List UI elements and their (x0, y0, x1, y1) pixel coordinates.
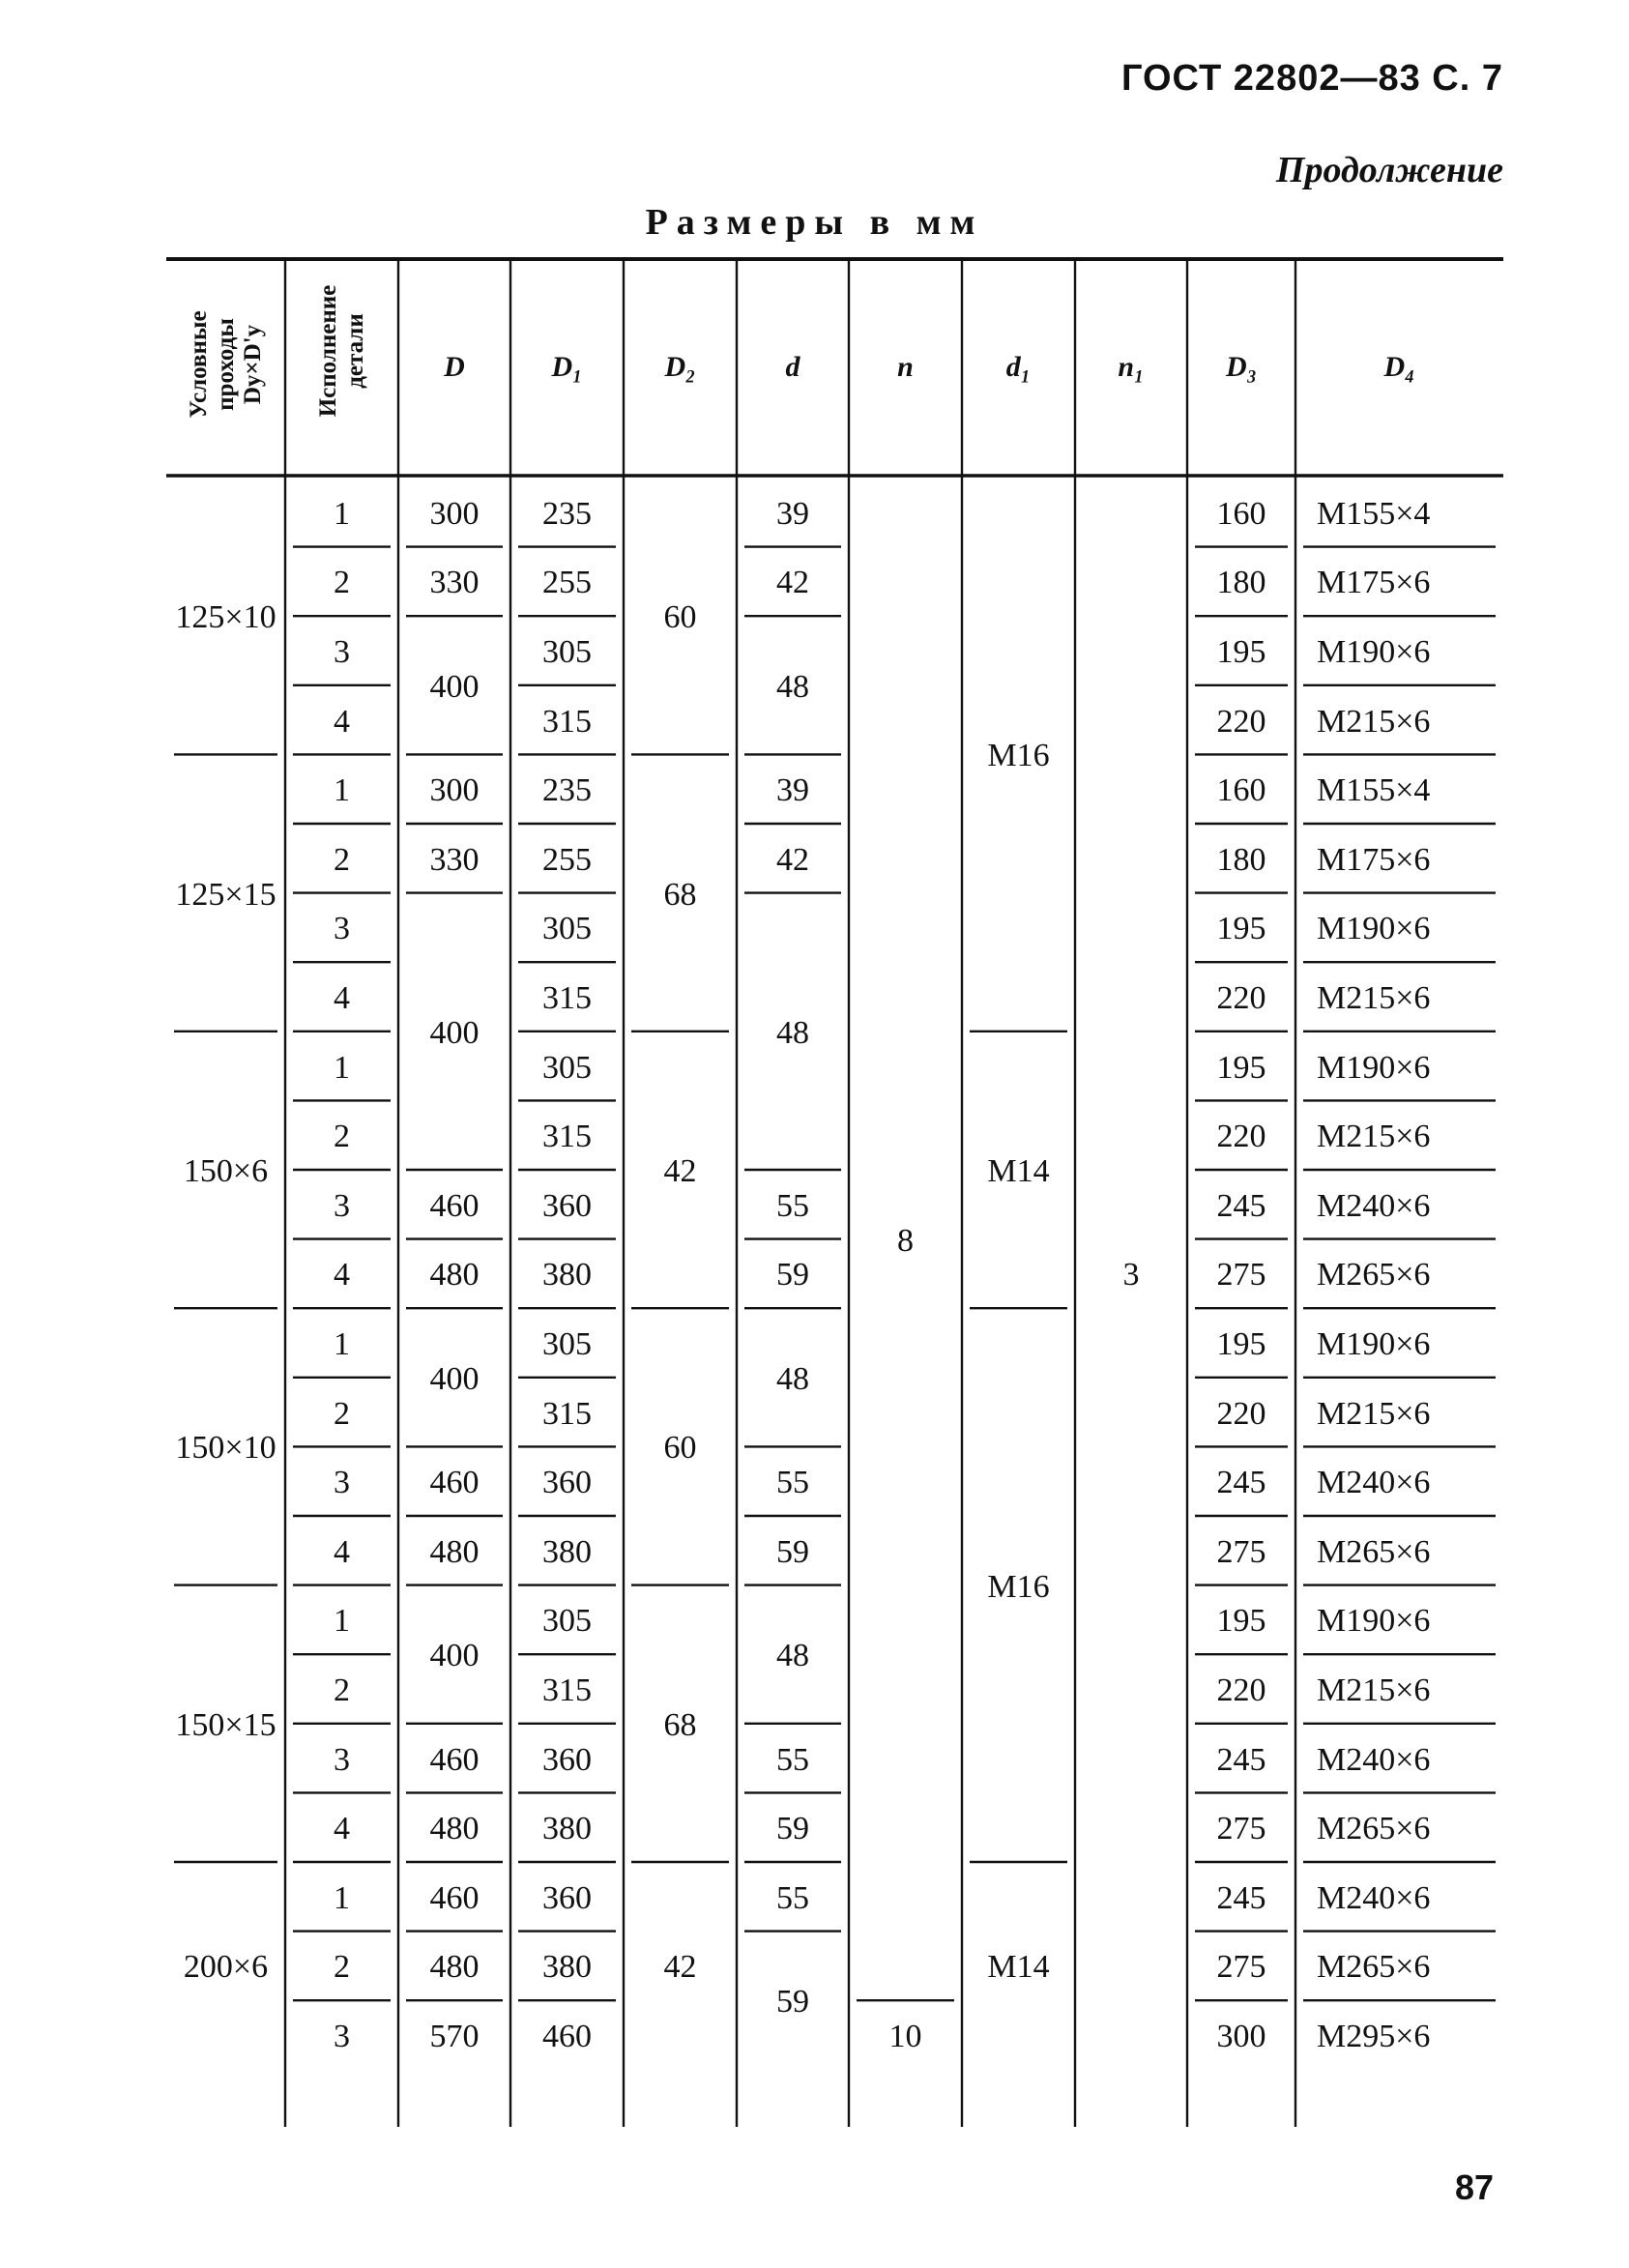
document-code: ГОСТ 22802—83 С. 7 (1120, 58, 1503, 99)
cell-D3: 220 (1216, 703, 1266, 740)
cell-version: 4 (334, 1811, 350, 1847)
cell-version: 2 (334, 1949, 350, 1986)
header-n1: n₁ (1118, 351, 1145, 383)
continuation-label: Продолжение (1275, 150, 1503, 190)
cell-d: 55 (776, 1879, 809, 1916)
cell-D2: 42 (663, 1949, 697, 1986)
cell-D2: 68 (663, 1706, 697, 1743)
cell-D: 570 (429, 2019, 480, 2054)
cell-version: 1 (334, 1879, 350, 1916)
cell-D1: 255 (542, 565, 592, 601)
cell-D: 480 (429, 1533, 480, 1570)
cell-D3: 195 (1216, 1326, 1266, 1362)
cell-version: 4 (334, 1533, 350, 1570)
cell-D: 330 (429, 565, 480, 601)
cell-n1: 3 (1122, 1257, 1140, 1294)
cell-D1: 460 (542, 2019, 592, 2054)
cell-D: 400 (429, 1638, 480, 1674)
cell-D1: 305 (542, 634, 592, 670)
cell-D: 300 (429, 495, 480, 532)
units-caption: Размеры в мм (645, 202, 984, 243)
cell-D4: M215×6 (1317, 980, 1431, 1016)
cell-d: 48 (776, 1014, 809, 1051)
cell-passage: 150×6 (183, 1153, 269, 1189)
cell-D: 400 (429, 668, 480, 705)
cell-D3: 220 (1216, 1395, 1266, 1432)
cell-version: 3 (334, 911, 350, 947)
cell-version: 1 (334, 1049, 350, 1086)
cell-D1: 315 (542, 1672, 592, 1708)
cell-D2: 60 (663, 1430, 697, 1467)
cell-d: 48 (776, 1360, 809, 1397)
cell-D1: 305 (542, 1326, 592, 1362)
cell-passage: 150×10 (175, 1430, 276, 1467)
cell-D1: 305 (542, 1603, 592, 1640)
cell-D3: 220 (1216, 1119, 1266, 1155)
cell-d: 48 (776, 1638, 809, 1674)
cell-version: 2 (334, 1119, 350, 1155)
cell-d1: M14 (987, 1949, 1050, 1986)
cell-D1: 235 (542, 772, 592, 809)
cell-D4: M190×6 (1317, 1326, 1431, 1362)
cell-d: 59 (776, 1984, 809, 2021)
header-version: Исполнение детали (314, 284, 368, 418)
cell-D: 480 (429, 1949, 480, 1986)
cell-D4: M240×6 (1317, 1879, 1431, 1916)
header-passage: Условные проходы Dу×D'у (185, 310, 266, 419)
cell-d: 59 (776, 1533, 809, 1570)
header-D: D (444, 351, 465, 383)
header-D4: D₄ (1383, 351, 1415, 383)
cell-d1: M14 (987, 1153, 1050, 1189)
cell-D1: 235 (542, 495, 592, 532)
cell-D3: 180 (1216, 841, 1266, 878)
cell-version: 4 (334, 980, 350, 1016)
cell-D4: M215×6 (1317, 1119, 1431, 1155)
cell-version: 2 (334, 841, 350, 878)
cell-D4: M265×6 (1317, 1811, 1431, 1847)
cell-D4: M215×6 (1317, 1672, 1431, 1708)
header-d: d (785, 351, 800, 383)
cell-passage: 150×15 (175, 1706, 276, 1743)
cell-d1: M16 (987, 1568, 1050, 1605)
cell-D3: 160 (1216, 772, 1266, 809)
cell-version: 4 (334, 1257, 350, 1294)
cell-D4: M215×6 (1317, 1395, 1431, 1432)
cell-D4: M295×6 (1317, 2019, 1431, 2054)
cell-D3: 195 (1216, 634, 1266, 670)
cell-D2: 68 (663, 876, 697, 913)
cell-D3: 245 (1216, 1465, 1266, 1501)
cell-D4: M190×6 (1317, 911, 1431, 947)
cell-D3: 195 (1216, 911, 1266, 947)
cell-D4: M240×6 (1317, 1741, 1431, 1778)
cell-D4: M175×6 (1317, 565, 1431, 601)
cell-D1: 305 (542, 911, 592, 947)
cell-D4: M240×6 (1317, 1187, 1431, 1224)
cell-passage: 125×15 (175, 876, 276, 913)
cell-version: 1 (334, 495, 350, 532)
cell-passage: 125×10 (175, 599, 276, 636)
cell-D3: 220 (1216, 1672, 1266, 1708)
cell-d: 55 (776, 1741, 809, 1778)
cell-D1: 380 (542, 1811, 592, 1847)
cell-d: 42 (776, 841, 809, 878)
header-D2: D₂ (664, 351, 696, 383)
header-D3: D₃ (1225, 351, 1258, 383)
cell-d: 55 (776, 1187, 809, 1224)
cell-version: 1 (334, 1326, 350, 1362)
cell-D1: 380 (542, 1949, 592, 1986)
header-n: n (897, 351, 914, 383)
cell-passage: 200×6 (183, 1949, 269, 1986)
cell-D3: 275 (1216, 1257, 1266, 1294)
cell-d: 55 (776, 1465, 809, 1501)
cell-D3: 160 (1216, 495, 1266, 532)
cell-D4: M265×6 (1317, 1533, 1431, 1570)
cell-D1: 360 (542, 1187, 592, 1224)
cell-D1: 315 (542, 703, 592, 740)
cell-d: 48 (776, 668, 809, 705)
cell-D3: 275 (1216, 1811, 1266, 1847)
cell-D3: 220 (1216, 980, 1266, 1016)
cell-version: 1 (334, 772, 350, 809)
cell-D: 400 (429, 1014, 480, 1051)
cell-D4: M215×6 (1317, 703, 1431, 740)
cell-D1: 380 (542, 1257, 592, 1294)
cell-D1: 360 (542, 1741, 592, 1778)
cell-D4: M190×6 (1317, 634, 1431, 670)
cell-d: 39 (776, 495, 809, 532)
cell-D: 460 (429, 1187, 480, 1224)
cell-D3: 180 (1216, 565, 1266, 601)
cell-D4: M265×6 (1317, 1949, 1431, 1986)
cell-version: 2 (334, 565, 350, 601)
cell-D1: 360 (542, 1879, 592, 1916)
cell-D4: M190×6 (1317, 1049, 1431, 1086)
page-number: 87 (1454, 2167, 1494, 2207)
cell-D: 480 (429, 1257, 480, 1294)
cell-version: 2 (334, 1395, 350, 1432)
cell-version: 3 (334, 634, 350, 670)
header-d1: d₁ (1005, 351, 1032, 383)
cell-D3: 245 (1216, 1741, 1266, 1778)
cell-D1: 305 (542, 1049, 592, 1086)
cell-n: 8 (897, 1222, 914, 1259)
cell-D1: 315 (542, 980, 592, 1016)
cell-D3: 245 (1216, 1879, 1266, 1916)
cell-D4: M265×6 (1317, 1257, 1431, 1294)
cell-version: 4 (334, 703, 350, 740)
cell-D: 460 (429, 1465, 480, 1501)
cell-D1: 315 (542, 1395, 592, 1432)
cell-D3: 300 (1216, 2019, 1266, 2054)
cell-D3: 195 (1216, 1049, 1266, 1086)
cell-D3: 195 (1216, 1603, 1266, 1640)
cell-D4: M240×6 (1317, 1465, 1431, 1501)
cell-version: 3 (334, 1465, 350, 1501)
cell-D: 460 (429, 1879, 480, 1916)
cell-D1: 360 (542, 1465, 592, 1501)
cell-d: 39 (776, 772, 809, 809)
cell-D3: 245 (1216, 1187, 1266, 1224)
cell-D4: M155×4 (1317, 772, 1431, 809)
header-D1: D₁ (551, 351, 583, 383)
cell-d: 42 (776, 565, 809, 601)
cell-d: 59 (776, 1257, 809, 1294)
cell-n: 10 (888, 2019, 922, 2054)
cell-version: 2 (334, 1672, 350, 1708)
cell-D1: 380 (542, 1533, 592, 1570)
cell-D3: 275 (1216, 1949, 1266, 1986)
cell-D: 460 (429, 1741, 480, 1778)
cell-version: 3 (334, 1187, 350, 1224)
cell-D3: 275 (1216, 1533, 1266, 1570)
cell-D2: 60 (663, 599, 697, 636)
cell-D: 400 (429, 1360, 480, 1397)
cell-D: 330 (429, 841, 480, 878)
cell-D1: 255 (542, 841, 592, 878)
cell-D1: 315 (542, 1119, 592, 1155)
cell-version: 3 (334, 2019, 350, 2054)
cell-d1: M16 (987, 738, 1050, 774)
cell-version: 3 (334, 1741, 350, 1778)
cell-D4: M190×6 (1317, 1603, 1431, 1640)
cell-D4: M155×4 (1317, 495, 1431, 532)
cell-d: 59 (776, 1811, 809, 1847)
cell-D: 480 (429, 1811, 480, 1847)
cell-D: 300 (429, 772, 480, 809)
cell-D4: M175×6 (1317, 841, 1431, 878)
cell-version: 1 (334, 1603, 350, 1640)
cell-D2: 42 (663, 1153, 697, 1189)
